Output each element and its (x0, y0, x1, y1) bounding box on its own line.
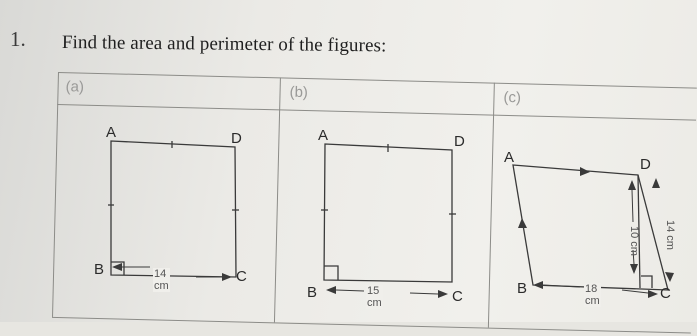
figure-c-vertex-a: A (504, 149, 515, 166)
figure-b-vertex-a: A (318, 127, 329, 144)
figure-a-vertex-c: C (236, 268, 247, 285)
part-c-label: (c) (503, 88, 522, 107)
question-number: 1. (10, 27, 26, 51)
figure-b-vertex-b: B (307, 284, 318, 301)
part-b-label: (b) (289, 83, 309, 102)
figure-a-base-measure: 14 cm (154, 268, 169, 292)
figure-c-vertex-d: D (640, 156, 651, 173)
figure-c-height-measure: 10 cm (628, 226, 640, 256)
figure-c-vertex-b: B (517, 280, 528, 297)
question-text: Find the area and perimeter of the figures: (61, 32, 387, 57)
figure-a-vertex-b: B (94, 261, 105, 278)
figure-c-side-measure: 14 cm (664, 220, 676, 250)
figure-b-vertex-c: C (452, 288, 463, 305)
figure-b-vertex-d: D (454, 133, 465, 150)
figure-a-vertex-a: A (106, 124, 117, 141)
figure-c-vertex-c: C (660, 285, 671, 302)
part-a-label: (a) (65, 78, 85, 96)
figure-b-base-measure: 15 cm (367, 285, 382, 309)
figure-a-vertex-d: D (231, 130, 242, 147)
figure-c-base-measure: 18 cm (585, 283, 600, 307)
